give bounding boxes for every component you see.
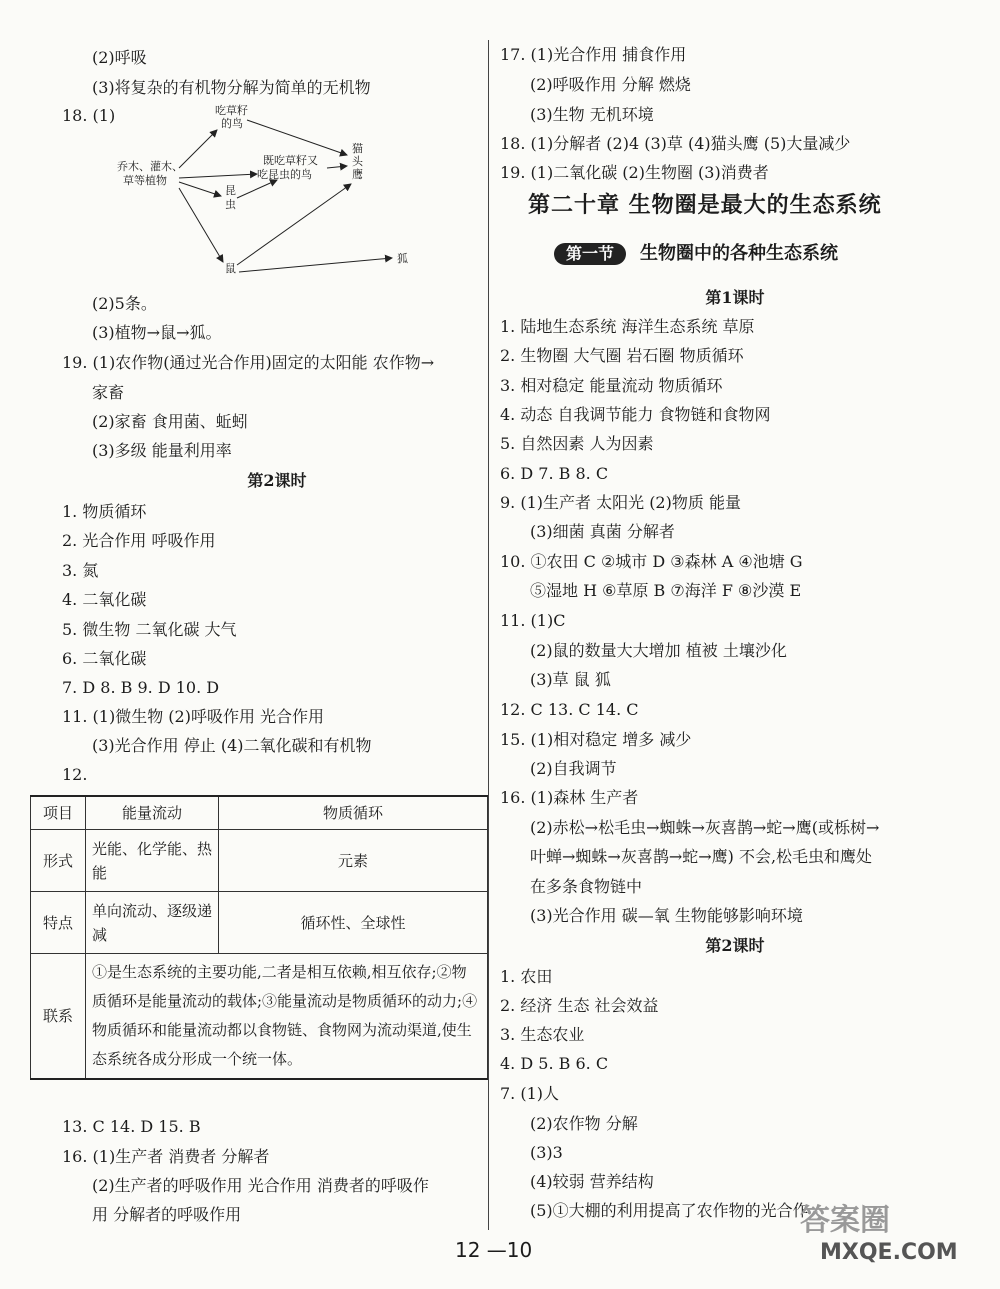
answer-line: 1. 物质循环: [62, 502, 147, 521]
arrow-bothbird-owl: [327, 166, 347, 168]
arrow-insect-bothbird: [237, 180, 277, 198]
table-cell: 特点: [31, 892, 86, 954]
answer-line: 2. 生物圈 大气圈 岩石圈 物质循环: [500, 346, 744, 365]
answer-line: 5. 微生物 二氧化碳 大气: [62, 620, 237, 639]
answer-line: 15. (1)相对稳定 增多 减少: [500, 730, 692, 749]
lesson-heading: 第1课时: [705, 288, 765, 307]
table-header-item: 项目: [31, 796, 86, 830]
answer-line: 6. 二氧化碳: [62, 649, 147, 668]
answer-line: (2)赤松→松毛虫→蜘蛛→灰喜鹊→蛇→鹰(或栎树→: [530, 818, 880, 837]
table-cell: 形式: [31, 830, 86, 892]
table-header-matter: 物质循环: [219, 796, 488, 830]
node-both-bird: [257, 153, 318, 181]
node-mouse: 鼠: [225, 262, 236, 275]
node-insect: [225, 184, 236, 211]
answer-line: (2)家畜 食用菌、蚯蚓: [92, 412, 248, 431]
table-row: [31, 796, 488, 830]
answer-line: 4. D 5. B 6. C: [500, 1054, 609, 1073]
node-owl-line2: 头: [352, 155, 363, 168]
answer-line: (3)多级 能量利用率: [92, 441, 232, 460]
answer-line: 19. (1)农作物(通过光合作用)固定的太阳能 农作物→: [62, 353, 435, 372]
arrow-plants-insect: [179, 182, 221, 196]
answer-line: 12. C 13. C 14. C: [500, 700, 639, 719]
node-seed-bird-line2: 的鸟: [221, 117, 243, 130]
node-plants-line1: 乔木、灌木、: [117, 160, 183, 173]
answer-line: (2)自我调节: [530, 759, 617, 778]
lesson-heading: 第2课时: [705, 936, 765, 955]
node-seed-bird-line1: 吃草籽: [215, 104, 248, 117]
answer-line: 7. (1)人: [500, 1084, 560, 1103]
answer-line: (3)光合作用 停止 (4)二氧化碳和有机物: [92, 736, 372, 755]
answer-line: 1. 农田: [500, 967, 553, 986]
node-plants: [117, 159, 183, 187]
answer-line: 家畜: [92, 383, 125, 402]
table-cell: 元素: [219, 830, 488, 892]
answer-line: ⑤湿地 H ⑥草原 B ⑦海洋 F ⑧沙漠 E: [530, 581, 802, 600]
arrow-mouse-owl: [237, 184, 351, 265]
answer-line: 10. ①农田 C ②城市 D ③森林 A ④池塘 G: [500, 552, 803, 571]
answer-line: 2. 经济 生态 社会效益: [500, 996, 659, 1015]
answer-line: 1. 陆地生态系统 海洋生态系统 草原: [500, 317, 755, 336]
node-fox: 狐: [397, 252, 408, 265]
answer-line: (3)生物 无机环境: [530, 105, 654, 124]
answer-line: 18. (1)分解者 (2)4 (3)草 (4)猫头鹰 (5)大量减少: [500, 134, 851, 153]
answer-line: (2)生产者的呼吸作用 光合作用 消费者的呼吸作: [92, 1176, 429, 1195]
answer-line: (3)光合作用 碳—氧 生物能够影响环境: [530, 906, 803, 925]
chapter-title: 第二十章 生物圈是最大的生态系统: [528, 192, 882, 218]
arrow-plants-mouse: [179, 188, 223, 262]
node-seed-bird: [215, 103, 248, 130]
node-owl-line3: 鹰: [352, 168, 363, 181]
answer-line: 11. (1)C: [500, 611, 566, 630]
section-title: 生物圈中的各种生态系统: [640, 243, 839, 264]
answer-line: (2)呼吸作用 分解 燃烧: [530, 75, 691, 94]
answer-line: 19. (1)二氧化碳 (2)生物圈 (3)消费者: [500, 163, 769, 182]
answer-line: 7. D 8. B 9. D 10. D: [62, 678, 220, 697]
node-insect-line1: 昆: [225, 184, 236, 197]
answer-line: (3)植物→鼠→狐。: [92, 323, 222, 342]
answer-line: 5. 自然因素 人为因素: [500, 434, 654, 453]
answer-line: (2)鼠的数量大大增加 植被 土壤沙化: [530, 641, 787, 660]
watermark-url: MXQE.COM: [820, 1240, 958, 1265]
page-number: 12 —10: [455, 1238, 533, 1262]
arrow-plants-seedbird: [179, 130, 217, 168]
answer-line: 16. (1)生产者 消费者 分解者: [62, 1147, 270, 1166]
answer-line: (2)5条。: [92, 294, 157, 313]
answer-line: 17. (1)光合作用 捕食作用: [500, 45, 687, 64]
answer-line: 4. 动态 自我调节能力 食物链和食物网: [500, 405, 771, 424]
answer-line: 6. D 7. B 8. C: [500, 464, 609, 483]
watermark-logo: 答案圈: [800, 1203, 890, 1238]
lesson-heading: 第2课时: [247, 471, 307, 490]
arrow-seedbird-owl: [247, 120, 347, 155]
arrow-plants-bothbird: [179, 174, 257, 178]
node-both-bird-line1: 既吃草籽又: [263, 154, 318, 167]
node-insect-line2: 虫: [225, 198, 236, 211]
answer-line: 11. (1)微生物 (2)呼吸作用 光合作用: [62, 707, 325, 726]
answer-line: (2)呼吸: [92, 48, 147, 67]
answer-line: 12.: [62, 765, 88, 784]
answer-line: 3. 氮: [62, 561, 99, 580]
answer-line: (4)较弱 营养结构: [530, 1172, 654, 1191]
table-row: [31, 892, 488, 954]
section-badge: 第一节: [554, 243, 626, 265]
table-cell: 联系: [31, 954, 86, 1080]
answer-line: 用 分解者的呼吸作用: [92, 1205, 242, 1224]
answer-line: (2)农作物 分解: [530, 1114, 638, 1133]
node-plants-line2: 草等植物: [123, 174, 167, 187]
column-divider: [488, 40, 489, 1230]
answer-line: 叶蝉→蜘蛛→灰喜鹊→蛇→鹰) 不会,松毛虫和鹰处: [530, 847, 873, 866]
answer-line: (3)3: [530, 1143, 563, 1162]
node-both-bird-line2: 吃昆虫的鸟: [257, 168, 312, 181]
answer-line: 13. C 14. D 15. B: [62, 1117, 201, 1136]
answer-line: 9. (1)生产者 太阳光 (2)物质 能量: [500, 493, 741, 512]
answer-line: 3. 生态农业: [500, 1025, 585, 1044]
answer-line: 4. 二氧化碳: [62, 590, 147, 609]
answer-line: 16. (1)森林 生产者: [500, 788, 639, 807]
node-owl-line1: 猫: [352, 142, 363, 155]
comparison-table: [30, 795, 488, 1080]
answer-line: (5)①大棚的利用提高了农作物的光合作: [530, 1201, 809, 1220]
question-18-label: 18. (1): [62, 106, 116, 125]
answer-line: (3)将复杂的有机物分解为简单的无机物: [92, 78, 371, 97]
table-row: [31, 954, 488, 1080]
table-cell: 循环性、全球性: [219, 892, 488, 954]
food-web-diagram: [107, 100, 437, 290]
answer-line: 在多条食物链中: [530, 877, 643, 896]
table-cell: 光能、化学能、热能: [86, 830, 219, 892]
node-owl: [352, 141, 364, 181]
section-heading: [554, 243, 838, 265]
table-header-energy: 能量流动: [86, 796, 219, 830]
table-row: [31, 830, 488, 892]
answer-line: (3)细菌 真菌 分解者: [530, 522, 675, 541]
table-cell: 单向流动、逐级递减: [86, 892, 219, 954]
answer-line: 3. 相对稳定 能量流动 物质循环: [500, 376, 723, 395]
table-cell: ①是生态系统的主要功能,二者是相互依赖,相互依存;②物质循环是能量流动的载体;③能量流动是物质循环的动力;④物质循环和能量流动都以食物链、食物网为流动渠道,使生态系统各成分形成一个统一体。: [86, 954, 488, 1080]
arrow-mouse-fox: [239, 258, 392, 272]
answer-line: (3)草 鼠 狐: [530, 670, 611, 689]
answer-line: 2. 光合作用 呼吸作用: [62, 531, 216, 550]
